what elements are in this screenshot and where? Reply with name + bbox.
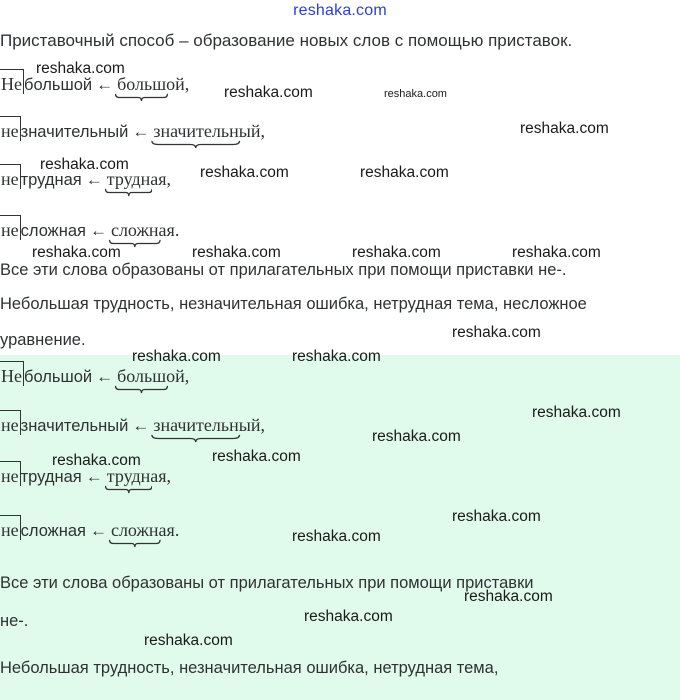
arrow-icon: ← [89,521,107,540]
watermark: reshaka.com [52,452,141,469]
derivation-row: не сложная ← сложн ая. [0,220,179,241]
watermark: reshaka.com [212,448,301,465]
derived-word: трудная [20,468,82,486]
watermark: reshaka.com [40,156,129,173]
root-mark: значительн [153,415,238,436]
root-mark: трудн [107,466,151,487]
examples-text: Небольшая трудность, незначительная ошибка, нетрудная тема, [0,659,499,677]
watermark: reshaka.com [292,348,381,365]
derivation-row: не трудная ← трудн ая, [0,169,171,190]
watermark: reshaka.com [304,608,393,625]
root-mark: трудн [107,169,151,190]
prefix-mark: не [1,169,19,189]
watermark: reshaka.com [360,164,449,181]
watermark: reshaka.com [144,632,233,649]
watermark: reshaka.com [512,244,601,261]
derivation-row: не сложная ← сложн ая. [0,520,179,541]
derived-word: значительный [20,417,129,435]
prefix-mark: не [1,520,19,540]
watermark: reshaka.com [464,588,553,605]
watermark: reshaka.com [292,528,381,545]
watermark: reshaka.com [32,244,121,261]
derived-word: значительный [20,123,129,141]
arrow-icon: ← [85,170,103,189]
root-mark: значительн [153,121,238,142]
derivation-row: не трудная ← трудн ая, [0,466,171,487]
prefix-mark: Не [1,74,22,94]
watermark: reshaka.com [532,404,621,421]
intro-text: Приставочный способ – образование новых слов с помощью приставок. [0,31,573,50]
derivation-row: Не большой ← больш ой, [0,74,189,95]
derived-word: большой [24,368,93,386]
examples-text: Небольшая трудность, незначительная ошибка, нетрудная тема, несложное [0,295,587,313]
explanation-text: Все эти слова образованы от прилагательных при помощи приставки [0,574,534,592]
site-header-link[interactable]: reshaka.com [293,2,387,19]
prefix-mark: не [1,121,19,141]
examples-text-end: уравнение. [0,331,86,349]
prefix-mark: Не [1,366,22,386]
watermark: reshaka.com [132,348,221,365]
root-mark: сложн [111,220,159,241]
root-mark: больш [117,74,166,95]
arrow-icon: ← [85,467,103,486]
derived-word: сложная [20,222,86,240]
root-mark: больш [117,366,166,387]
watermark: reshaka.com [352,244,441,261]
arrow-icon: ← [132,416,150,435]
root-mark: сложн [111,520,159,541]
watermark: reshaka.com [520,120,609,137]
arrow-icon: ← [96,75,114,94]
watermark: reshaka.com [384,88,447,100]
derivation-row: не значительный ← значительн ый, [0,415,265,436]
arrow-icon: ← [89,221,107,240]
derivation-row: не значительный ← значительн ый, [0,121,265,142]
explanation-text: Все эти слова образованы от прилагательных при помощи приставки не-. [0,261,567,279]
prefix-mark: не [1,415,19,435]
watermark: reshaka.com [224,84,313,101]
derived-word: большой [24,76,93,94]
arrow-icon: ← [132,122,150,141]
derivation-row: Не большой ← больш ой, [0,366,189,387]
derived-word: сложная [20,522,86,540]
explanation-text-end: не-. [0,612,29,630]
prefix-mark: не [1,220,19,240]
arrow-icon: ← [96,367,114,386]
watermark: reshaka.com [200,164,289,181]
prefix-mark: не [1,466,19,486]
watermark: reshaka.com [372,428,461,445]
watermark: reshaka.com [36,60,125,77]
watermark: reshaka.com [452,508,541,525]
watermark: reshaka.com [192,244,281,261]
watermark: reshaka.com [452,324,541,341]
derived-word: трудная [20,171,82,189]
